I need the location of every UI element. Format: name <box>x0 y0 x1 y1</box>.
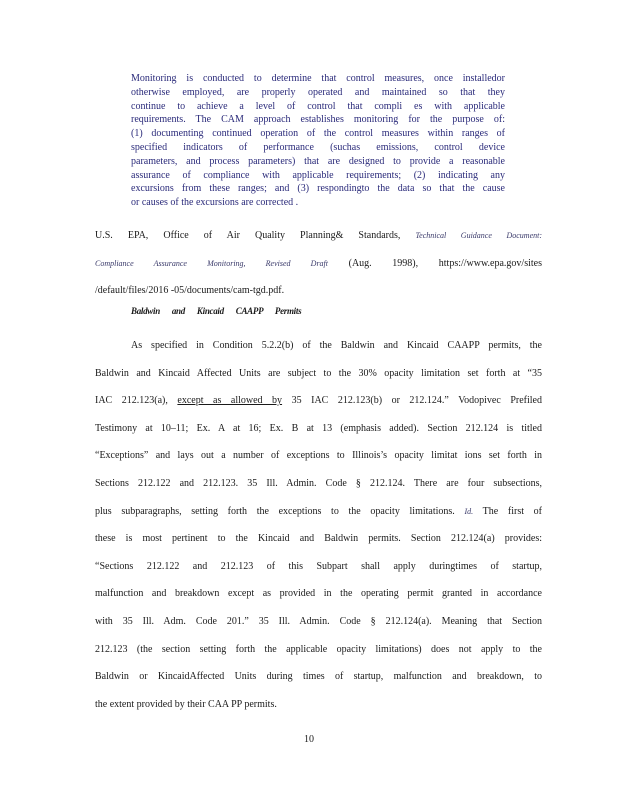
body-line: “Sections 212.122 and 212.123 of this Subpart shall apply duringtimes of startup, <box>95 560 542 572</box>
body-text: plus subparagraphs, setting forth the exceptions to the opacity limitations. <box>95 505 455 517</box>
body-line: with 35 Ill. Adm. Code 201.” 35 Ill. Admin. Code § 212.124(a). Meaning that Section <box>95 615 542 627</box>
id-citation: Id. <box>464 506 474 516</box>
body-text: The first of <box>482 505 542 517</box>
body-line: Baldwin or KincaidAffected Units during times of startup, malfunction and breakdown, to <box>95 671 542 683</box>
body-line: Testimony at 10–11; Ex. A at 16; Ex. B at 13 (emphasis added). Section 212.124 is titled <box>95 422 542 434</box>
body-paragraph <box>95 332 542 718</box>
body-line: As specified in Condition 5.2.2(b) of the Baldwin and Kincaid CAAPP permits, the <box>131 340 542 351</box>
body-line: “Exceptions” and lays out a number of exceptions to Illinois’s opacity limitat ions set forth in <box>95 450 542 462</box>
block-quote-line: Monitoring is conducted to determine that control measures, once installedor <box>131 73 505 84</box>
block-quote-line: parameters, and process parameters) that are designed to provide a reasonable <box>131 155 505 167</box>
block-quote-line: requirements. The CAM approach establishes monitoring for the purpose of: <box>131 114 505 126</box>
body-line: Sections 212.122 and 212.123. 35 Ill. Admin. Code § 212.124. There are four subsections, <box>95 477 542 489</box>
body-line: 212.123 (the section setting forth the applicable opacity limitations) does not apply to the <box>95 643 542 655</box>
body-line: Baldwin and Kincaid Affected Units are subject to the 30% opacity limitation set forth at “35 <box>95 367 542 379</box>
citation-url-line: /default/files/2016 -05/documents/cam-tgd.pdf. <box>95 285 285 297</box>
citation-authors: U.S. EPA, Office of Air Quality Planning& Standards, <box>95 230 401 241</box>
block-quote-line: excursions from these ranges; and (3) respondingto the data so that the cause <box>131 183 505 195</box>
body-line: malfunction and breakdown except as provided in the operating permit granted in accordance <box>95 588 542 600</box>
section-heading: Baldwin and Kincaid CAAPP Permits <box>131 306 302 316</box>
block-quote-line: or causes of the excursions are corrected . <box>131 197 299 209</box>
citation-date-url: (Aug. 1998), https://www.epa.gov/sites <box>348 257 542 269</box>
block-quote-line: assurance of compliance with applicable requirements; (2) indicating any <box>131 169 505 181</box>
block-quote-line: (1) documenting continued operation of the control measures within ranges of <box>131 128 505 140</box>
body-line: these is most pertinent to the Kincaid and Baldwin permits. Section 212.124(a) provides: <box>95 533 542 545</box>
citation-title-cont: Compliance Assurance Monitoring, Revised Draft <box>95 258 328 268</box>
page-number: 10 <box>304 734 314 745</box>
underlined-text: except as allowed by <box>177 395 283 407</box>
citation-title: Technical Guidance Document: <box>415 231 543 240</box>
block-quote <box>131 72 505 210</box>
block-quote-line: specified indicators of performance (suchas emissions, control device <box>131 141 505 153</box>
body-line <box>95 387 542 415</box>
body-line <box>95 498 542 526</box>
citation-line <box>95 250 542 278</box>
citation-line <box>95 222 542 250</box>
block-quote-line: continue to achieve a level of control that compli es with applicable <box>131 100 505 112</box>
body-text: 35 IAC 212.123(b) or 212.124.” Vodopivec Prefiled <box>291 395 542 407</box>
citation <box>95 222 542 305</box>
body-text: IAC 212.123(a), <box>95 395 168 407</box>
body-line: the extent provided by their CAA PP permits. <box>95 698 277 710</box>
block-quote-line: otherwise employed, are properly operated and maintained so that they <box>131 86 505 98</box>
